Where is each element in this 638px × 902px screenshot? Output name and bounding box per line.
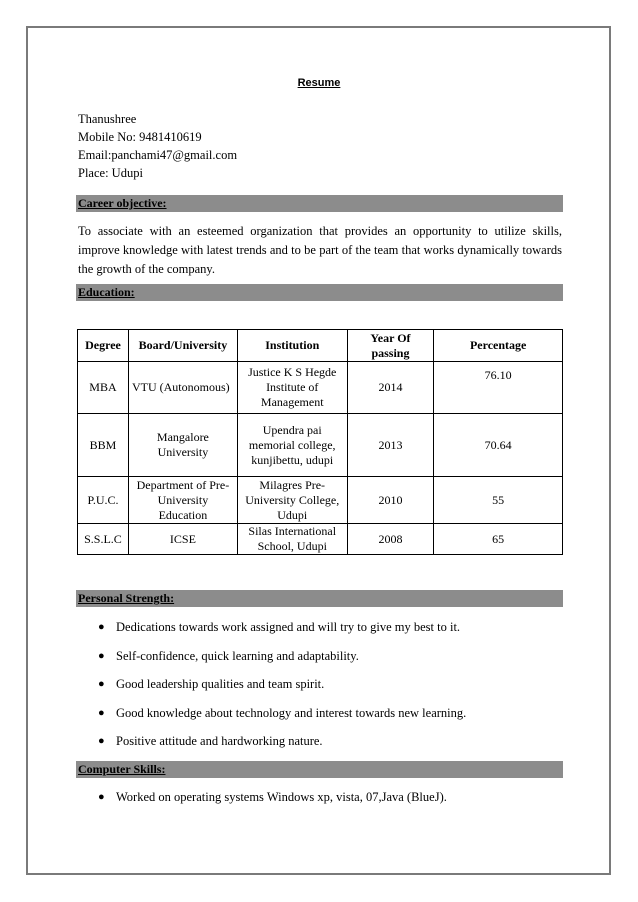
board-cell: VTU (Autonomous) [128, 362, 237, 414]
column-header: Institution [237, 330, 347, 362]
column-header: Degree [78, 330, 129, 362]
contact-place: Place: Udupi [78, 166, 143, 180]
institution-cell: Justice K S Hegde Institute of Management [237, 362, 347, 414]
list-item: ● Good leadership qualities and team spirit. [98, 677, 325, 692]
bullet-icon: ● [98, 678, 105, 691]
list-item: ● Self-confidence, quick learning and adaptability. [98, 648, 359, 663]
table-row [78, 414, 563, 477]
board-cell: ICSE [128, 524, 237, 555]
degree-cell: S.S.L.C [78, 524, 129, 555]
list-item: ● Good knowledge about technology and interest towards new learning. [98, 705, 467, 720]
contact-mobile: Mobile No: 9481410619 [78, 130, 202, 144]
computer-skills-list [98, 788, 447, 817]
contact-block [78, 110, 237, 182]
career-objective-text: To associate with an esteemed organization that provides an opportunity to utilize skills, improve knowledge with latest trends and to be part of the team that works dynamically towards the growth of the company. [78, 224, 562, 276]
table-header-row [78, 330, 563, 362]
year-cell: 2013 [347, 414, 434, 477]
career-objective-heading: Career objective: [76, 195, 563, 212]
personal-strength-heading: Personal Strength: [76, 590, 563, 607]
contact-email: Email:panchami47@gmail.com [78, 148, 238, 162]
column-header: Board/University [128, 330, 237, 362]
percentage-cell: 55 [434, 477, 563, 524]
percentage-cell: 70.64 [434, 414, 563, 477]
institution-cell: Upendra pai memorial college, kunjibettu, udupi [237, 414, 347, 477]
degree-cell: BBM [78, 414, 129, 477]
document-title: Resume [297, 77, 341, 89]
bullet-icon: ● [98, 706, 105, 719]
degree-cell: P.U.C. [78, 477, 129, 524]
computer-skills-heading: Computer Skills: [76, 761, 563, 778]
education-table [77, 329, 563, 555]
table-row [78, 362, 563, 414]
year-cell: 2010 [347, 477, 434, 524]
column-header: Year Of passing [347, 330, 434, 362]
table-row [78, 477, 563, 524]
list-item: ● Positive attitude and hardworking nature. [98, 734, 323, 749]
bullet-icon: ● [98, 735, 105, 748]
percentage-cell: 76.10 [434, 362, 563, 414]
percentage-cell: 65 [434, 524, 563, 555]
list-item: ● Dedications towards work assigned and will try to give my best to it. [98, 620, 461, 634]
board-cell: Mangalore University [128, 414, 237, 477]
column-header: Percentage [434, 330, 563, 362]
bullet-icon: ● [98, 791, 105, 803]
board-cell: Department of Pre-University Education [128, 477, 237, 524]
table-row [78, 524, 563, 555]
education-heading: Education: [76, 284, 563, 301]
degree-cell: MBA [78, 362, 129, 414]
institution-cell: Milagres Pre-University College, Udupi [237, 477, 347, 524]
institution-cell: Silas International School, Udupi [237, 524, 347, 555]
bullet-icon: ● [98, 621, 105, 633]
personal-strength-list [98, 618, 466, 761]
year-cell: 2014 [347, 362, 434, 414]
list-item: ● Worked on operating systems Windows xp, vista, 07,Java (BlueJ). [98, 790, 447, 804]
year-cell: 2008 [347, 524, 434, 555]
bullet-icon: ● [98, 649, 105, 662]
contact-name: Thanushree [78, 112, 137, 126]
